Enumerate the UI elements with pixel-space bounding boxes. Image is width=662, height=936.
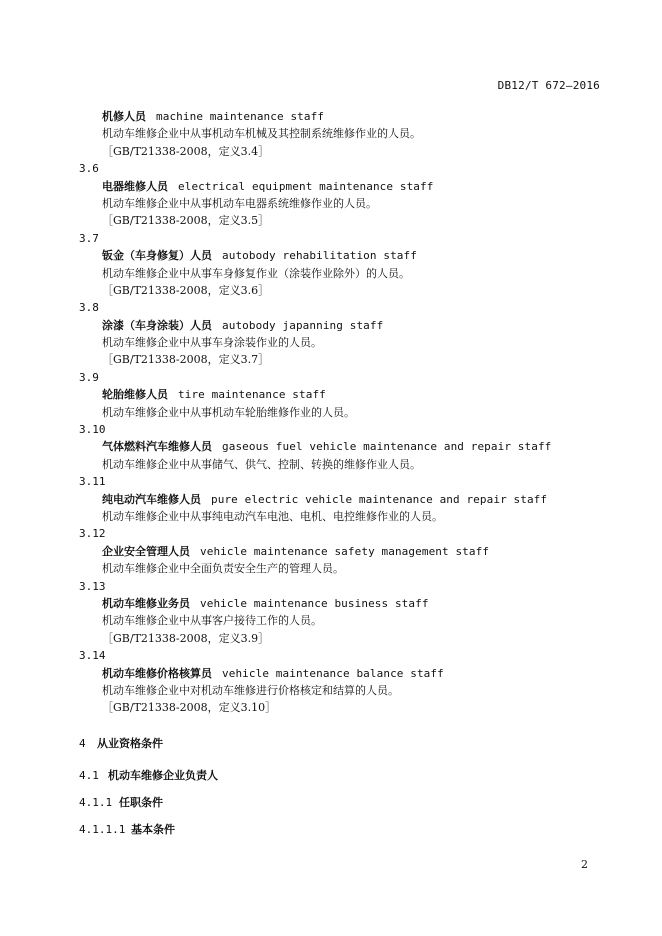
term-chinese: 轮胎维修人员 xyxy=(102,388,168,402)
term-source: ［GB/T21338-2008，定义3.10］ xyxy=(102,701,277,715)
term-definition: 机动车维修企业中从事车身涂装作业的人员。 xyxy=(102,336,322,350)
term-entry xyxy=(79,421,599,473)
term-definition: 机动车维修企业中从事储气、供气、控制、转换的维修作业人员。 xyxy=(102,457,421,471)
term-entry xyxy=(79,647,599,717)
term-english: tire maintenance staff xyxy=(178,388,326,402)
term-title xyxy=(102,317,599,334)
section-heading-4-1-1 xyxy=(79,794,163,810)
term-english: vehicle maintenance safety management staff xyxy=(200,544,490,558)
term-title xyxy=(102,178,599,195)
section-title: 机动车维修企业负责人 xyxy=(108,769,218,782)
section-number: 4.1.1.1 xyxy=(79,823,126,836)
section-heading-4 xyxy=(79,735,163,751)
term-title xyxy=(102,247,599,264)
term-chinese: 纯电动汽车维修人员 xyxy=(102,492,201,506)
term-definition: 机动车维修企业中从事纯电动汽车电池、电机、电控维修作业的人员。 xyxy=(102,509,443,523)
term-definition: 机动车维修企业中全面负责安全生产的管理人员。 xyxy=(102,562,344,576)
term-english: autobody rehabilitation staff xyxy=(222,249,417,263)
term-number: 3.11 xyxy=(79,475,106,489)
term-title xyxy=(102,438,599,455)
term-english: pure electric vehicle maintenance and repair staff xyxy=(211,492,548,506)
page-number: 2 xyxy=(581,858,588,871)
term-english: electrical equipment maintenance staff xyxy=(178,179,434,193)
term-chinese: 钣金（车身修复）人员 xyxy=(102,249,212,263)
term-number: 3.9 xyxy=(79,370,99,384)
terms-list xyxy=(79,108,599,717)
term-definition: 机动车维修企业中从事车身修复作业（涂装作业除外）的人员。 xyxy=(102,266,410,280)
term-title xyxy=(102,386,599,403)
term-number: 3.6 xyxy=(79,162,99,176)
term-source: ［GB/T21338-2008，定义3.9］ xyxy=(102,631,270,645)
section-title: 任职条件 xyxy=(119,796,163,809)
term-definition: 机动车维修企业中从事机动车机械及其控制系统维修作业的人员。 xyxy=(102,127,421,141)
term-english: vehicle maintenance balance staff xyxy=(222,666,444,680)
term-chinese: 机动车维修业务员 xyxy=(102,596,190,610)
term-source: ［GB/T21338-2008，定义3.7］ xyxy=(102,353,270,367)
section-heading-4-1 xyxy=(79,767,218,783)
term-chinese: 企业安全管理人员 xyxy=(102,544,190,558)
term-entry xyxy=(79,369,599,421)
term-definition: 机动车维修企业中从事机动车电器系统维修作业的人员。 xyxy=(102,196,377,210)
term-chinese: 涂漆（车身涂装）人员 xyxy=(102,318,212,332)
term-source: ［GB/T21338-2008，定义3.6］ xyxy=(102,283,270,297)
term-english: vehicle maintenance business staff xyxy=(200,596,429,610)
term-definition: 机动车维修企业中从事机动车轮胎维修作业的人员。 xyxy=(102,405,355,419)
term-entry xyxy=(79,473,599,525)
term-entry xyxy=(79,160,599,230)
term-title xyxy=(102,665,599,682)
term-chinese: 电器维修人员 xyxy=(102,179,168,193)
term-chinese: 机修人员 xyxy=(102,110,146,123)
term-definition: 机动车维修企业中从事客户接待工作的人员。 xyxy=(102,614,322,628)
document-code: DB12/T 672—2016 xyxy=(497,79,600,92)
term-source: ［GB/T21338-2008，定义3.5］ xyxy=(102,214,270,228)
term-chinese: 机动车维修价格核算员 xyxy=(102,666,212,680)
term-title xyxy=(102,108,599,125)
term-title xyxy=(102,543,599,560)
term-number: 3.8 xyxy=(79,301,99,315)
section-number: 4 xyxy=(79,737,86,750)
term-number: 3.14 xyxy=(79,649,106,663)
term-title xyxy=(102,491,599,508)
term-number: 3.10 xyxy=(79,423,106,437)
term-entry xyxy=(79,108,599,160)
term-entry xyxy=(79,578,599,648)
term-number: 3.7 xyxy=(79,231,99,245)
term-number: 3.13 xyxy=(79,579,106,593)
section-number: 4.1 xyxy=(79,769,99,782)
term-entry xyxy=(79,230,599,300)
section-title: 从业资格条件 xyxy=(97,737,163,750)
term-source: ［GB/T21338-2008，定义3.4］ xyxy=(102,144,270,158)
section-title: 基本条件 xyxy=(131,823,175,836)
term-entry xyxy=(79,299,599,369)
term-definition: 机动车维修企业中对机动车维修进行价格核定和结算的人员。 xyxy=(102,683,399,697)
term-chinese: 气体燃料汽车维修人员 xyxy=(102,440,212,454)
term-english: gaseous fuel vehicle maintenance and repair staff xyxy=(222,440,552,454)
term-title xyxy=(102,595,599,612)
section-heading-4-1-1-1 xyxy=(79,821,175,837)
term-english: machine maintenance staff xyxy=(156,110,325,123)
term-number: 3.12 xyxy=(79,527,106,541)
section-number: 4.1.1 xyxy=(79,796,113,809)
term-english: autobody japanning staff xyxy=(222,318,384,332)
term-entry xyxy=(79,525,599,577)
